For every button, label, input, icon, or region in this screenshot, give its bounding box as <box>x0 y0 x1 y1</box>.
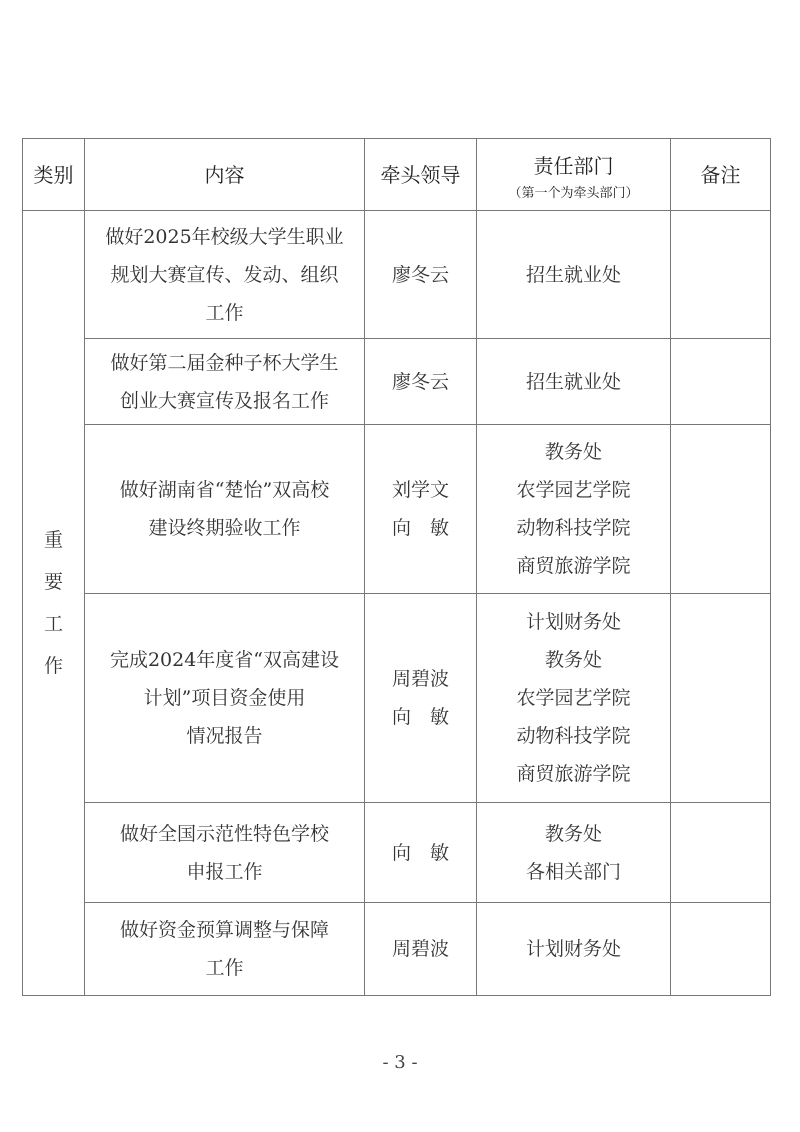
page-number: - 3 - <box>382 1052 418 1073</box>
category-cell <box>23 211 85 996</box>
table-row <box>23 425 771 594</box>
department-name: 农学园艺学院 <box>516 687 631 709</box>
header-department <box>477 139 671 211</box>
content-line: 建设终期验收工作 <box>148 517 301 539</box>
content-line: 完成2024年度省“双高建设 <box>109 649 340 671</box>
content-line: 工作 <box>205 957 244 979</box>
content-line: 做好第二届金种子杯大学生 <box>110 351 339 374</box>
category-char: 作 <box>43 655 63 677</box>
category-char: 工 <box>43 613 63 635</box>
category-char: 要 <box>43 571 63 593</box>
department-name: 动物科技学院 <box>516 725 631 747</box>
header-row <box>23 139 771 211</box>
header-department-note: （第一个为牵头部门） <box>508 185 639 201</box>
remarks-cell <box>671 803 771 903</box>
content-line: 情况报告 <box>186 725 263 747</box>
content-line: 创业大赛宣传及报名工作 <box>119 389 329 412</box>
content-cell <box>85 339 365 425</box>
content-cell <box>85 903 365 996</box>
department-name: 计划财务处 <box>525 611 621 633</box>
content-cell <box>85 425 365 594</box>
header-content: 内容 <box>85 139 365 211</box>
leader-name: 向 敏 <box>391 706 449 728</box>
remarks-cell <box>671 339 771 425</box>
table-row <box>23 211 771 339</box>
header-remarks: 备注 <box>671 139 771 211</box>
department-name: 商贸旅游学院 <box>516 555 631 577</box>
content-line: 做好2025年校级大学生职业 <box>105 225 344 248</box>
work-table <box>22 138 771 996</box>
table-row <box>23 594 771 803</box>
leader-cell <box>365 903 477 996</box>
department-cell <box>477 803 671 903</box>
content-cell <box>85 211 365 339</box>
department-cell <box>477 339 671 425</box>
leader-cell <box>365 339 477 425</box>
department-name: 教务处 <box>544 441 602 463</box>
department-cell <box>477 211 671 339</box>
table-row <box>23 803 771 903</box>
department-name: 各相关部门 <box>525 860 621 883</box>
department-name: 农学园艺学院 <box>516 479 631 501</box>
remarks-cell <box>671 211 771 339</box>
leader-name: 刘学文 <box>391 479 449 501</box>
leader-cell <box>365 803 477 903</box>
department-name: 商贸旅游学院 <box>516 763 631 785</box>
department-name: 招生就业处 <box>525 263 621 286</box>
department-cell <box>477 594 671 803</box>
table-row <box>23 903 771 996</box>
department-name: 计划财务处 <box>525 938 621 960</box>
department-cell <box>477 903 671 996</box>
content-line: 申报工作 <box>186 860 263 883</box>
remarks-cell <box>671 594 771 803</box>
remarks-cell <box>671 425 771 594</box>
content-line: 规划大赛宣传、发动、组织 <box>110 263 339 286</box>
header-category: 类别 <box>23 139 85 211</box>
content-cell <box>85 803 365 903</box>
content-line: 做好全国示范性特色学校 <box>119 822 329 845</box>
leader-cell <box>365 594 477 803</box>
leader-name: 向 敏 <box>391 841 449 864</box>
content-line: 做好资金预算调整与保障 <box>119 919 329 941</box>
leader-name: 向 敏 <box>391 517 449 539</box>
leader-cell <box>365 425 477 594</box>
department-name: 招生就业处 <box>525 370 621 393</box>
leader-name: 廖冬云 <box>391 263 449 286</box>
content-line: 计划”项目资金使用 <box>143 687 306 709</box>
table-row <box>23 339 771 425</box>
leader-cell <box>365 211 477 339</box>
department-name: 教务处 <box>544 649 602 671</box>
category-char: 重 <box>43 529 63 551</box>
department-name: 动物科技学院 <box>516 517 631 539</box>
leader-name: 廖冬云 <box>391 370 449 393</box>
header-leader: 牵头领导 <box>365 139 477 211</box>
content-cell <box>85 594 365 803</box>
content-line: 做好湖南省“楚怡”双高校 <box>119 479 330 501</box>
leader-name: 周碧波 <box>391 938 449 960</box>
department-cell <box>477 425 671 594</box>
department-name: 教务处 <box>544 822 602 845</box>
leader-name: 周碧波 <box>391 668 449 690</box>
content-line: 工作 <box>205 301 244 324</box>
header-department-title: 责任部门 <box>533 153 614 178</box>
remarks-cell <box>671 903 771 996</box>
